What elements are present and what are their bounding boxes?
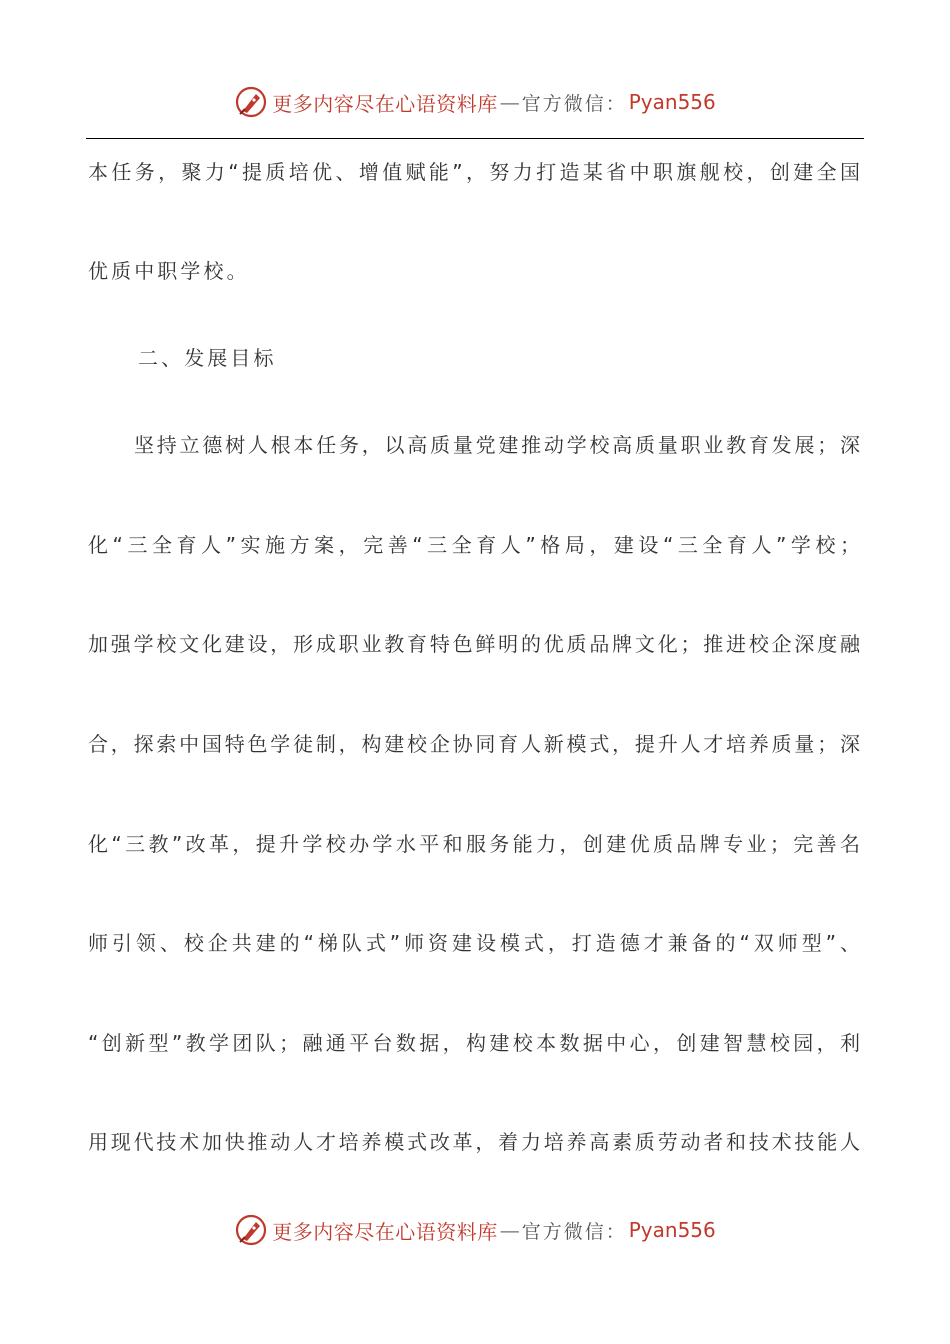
banner-title: 更多内容尽在心语资料库 xyxy=(272,91,498,116)
footer-banner xyxy=(0,1208,950,1252)
paragraph-line: 坚持立德树人根本任务，以高质量党建推动学校高质量职业教育发展；深 xyxy=(134,433,860,457)
wechat-id: Pyan556 xyxy=(628,1218,716,1242)
paragraph-line: 师引领、校企共建的“梯队式”师资建设模式，打造德才兼备的“双师型”、 xyxy=(88,931,860,955)
pen-nib-logo-icon xyxy=(234,85,268,119)
paragraph-line: 优质中职学校。 xyxy=(88,259,250,283)
paragraph-line: 加强学校文化建设，形成职业教育特色鲜明的优质品牌文化；推进校企深度融 xyxy=(88,632,860,656)
paragraph-line: 用现代技术加快推动人才培养模式改革，着力培养高素质劳动者和技术技能人 xyxy=(88,1130,860,1154)
header-banner xyxy=(0,80,950,124)
banner-title: 更多内容尽在心语资料库 xyxy=(272,1219,498,1244)
wechat-label: 官方微信： xyxy=(521,92,627,115)
wechat-id: Pyan556 xyxy=(628,90,716,114)
wechat-label: 官方微信： xyxy=(521,1220,627,1243)
paragraph-line: 化“三教”改革，提升学校办学水平和服务能力，创建优质品牌专业；完善名 xyxy=(88,832,860,856)
banner-dash: — xyxy=(499,1218,520,1242)
paragraph-line: 化“三全育人”实施方案，完善“三全育人”格局，建设“三全育人”学校； xyxy=(88,533,860,557)
header-divider xyxy=(86,138,864,139)
paragraph-line: 本任务，聚力“提质培优、增值赋能”，努力打造某省中职旗舰校，创建全国 xyxy=(88,160,860,184)
banner-dash: — xyxy=(499,90,520,114)
pen-nib-logo-icon xyxy=(234,1213,268,1247)
paragraph-line: “创新型”教学团队；融通平台数据，构建校本数据中心，创建智慧校园，利 xyxy=(88,1031,860,1055)
paragraph-line: 合，探索中国特色学徒制，构建校企协同育人新模式，提升人才培养质量；深 xyxy=(88,732,860,756)
section-heading: 二、发展目标 xyxy=(138,346,277,370)
